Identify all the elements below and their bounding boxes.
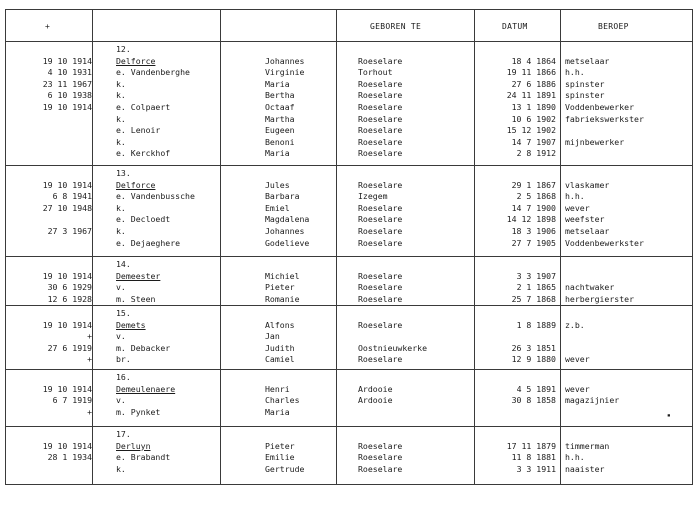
relation-surname-cell: Derluyn bbox=[116, 440, 151, 451]
first-name-cell: Barbara bbox=[265, 191, 300, 202]
birth-date-cell: 24 11 1891 bbox=[506, 90, 556, 101]
occupation-cell: Voddenbewerkster bbox=[565, 237, 644, 248]
relation-surname-cell: k. bbox=[116, 202, 126, 213]
birth-place-cell: Torhout bbox=[358, 67, 393, 78]
family-number: 13. bbox=[116, 168, 131, 178]
table-row bbox=[0, 67, 700, 79]
birth-date-cell: 2 1 1865 bbox=[516, 282, 556, 293]
death-date-cell: 4 10 1931 bbox=[47, 67, 92, 78]
relation-surname-cell: e. Vandenberghe bbox=[116, 67, 190, 78]
first-name-cell: Michiel bbox=[265, 270, 300, 281]
family-number: 14. bbox=[116, 259, 131, 269]
relation-surname-cell: m. Pynket bbox=[116, 406, 161, 417]
first-name-cell: Johannes bbox=[265, 55, 305, 66]
occupation-cell: vlaskamer bbox=[565, 179, 610, 190]
table-row bbox=[0, 226, 700, 238]
first-name-cell: Virginie bbox=[265, 67, 305, 78]
header-born-place: GEBOREN TE bbox=[370, 22, 422, 31]
relation-surname-cell: e. Colpaert bbox=[116, 101, 171, 112]
death-date-cell: + bbox=[87, 354, 92, 365]
table-row bbox=[0, 441, 700, 453]
relation-surname-cell: Demets bbox=[116, 319, 146, 330]
birth-date-cell: 13 1 1890 bbox=[511, 101, 556, 112]
birth-place-cell: Izegem bbox=[358, 191, 388, 202]
occupation-cell: timmerman bbox=[565, 440, 610, 451]
occupation-cell: z.b. bbox=[565, 319, 585, 330]
family-group bbox=[0, 372, 700, 418]
death-date-cell: 23 11 1967 bbox=[42, 78, 92, 89]
death-date-cell: 6 10 1938 bbox=[47, 90, 92, 101]
family-group bbox=[0, 44, 700, 160]
birth-place-cell: Roeselare bbox=[358, 136, 403, 147]
birth-place-cell: Roeselare bbox=[358, 125, 403, 136]
family-number-row bbox=[0, 372, 700, 384]
first-name-cell: Henri bbox=[265, 383, 290, 394]
family-number: 15. bbox=[116, 308, 131, 318]
first-name-cell: Eugeen bbox=[265, 125, 295, 136]
birth-date-cell: 2 8 1912 bbox=[516, 148, 556, 159]
death-date-cell: 19 10 1914 bbox=[42, 179, 92, 190]
occupation-cell: mijnbewerker bbox=[565, 136, 625, 147]
death-date-cell: 19 10 1914 bbox=[42, 440, 92, 451]
relation-surname-cell: v. bbox=[116, 282, 126, 293]
death-date-cell: + bbox=[87, 331, 92, 342]
occupation-cell: spinster bbox=[565, 90, 605, 101]
relation-surname-cell: e. Dejaeghere bbox=[116, 237, 181, 248]
relation-surname-cell: k. bbox=[116, 225, 126, 236]
birth-date-cell: 3 3 1911 bbox=[516, 463, 556, 474]
first-name-cell: Gertrude bbox=[265, 463, 305, 474]
table-row bbox=[0, 102, 700, 114]
birth-date-cell: 10 6 1902 bbox=[511, 113, 556, 124]
family-number-row bbox=[0, 429, 700, 441]
occupation-cell: naaister bbox=[565, 463, 605, 474]
first-name-cell: Jules bbox=[265, 179, 290, 190]
birth-place-cell: Roeselare bbox=[358, 440, 403, 451]
first-name-cell: Camiel bbox=[265, 354, 295, 365]
first-name-cell: Benoni bbox=[265, 136, 295, 147]
table-row bbox=[0, 354, 700, 366]
birth-place-cell: Ardooie bbox=[358, 395, 393, 406]
relation-surname-cell: Demeulenaere bbox=[116, 383, 176, 394]
header-occupation: BEROEP bbox=[598, 22, 629, 31]
first-name-cell: Maria bbox=[265, 148, 290, 159]
scan-speck: ▪ bbox=[667, 412, 671, 419]
birth-place-cell: Roeselare bbox=[358, 354, 403, 365]
table-row bbox=[0, 148, 700, 160]
death-date-cell: 19 10 1914 bbox=[42, 101, 92, 112]
birth-place-cell: Roeselare bbox=[358, 148, 403, 159]
first-name-cell: Magdalena bbox=[265, 214, 310, 225]
death-date-cell: 6 8 1941 bbox=[52, 191, 92, 202]
table-row bbox=[0, 56, 700, 68]
occupation-cell: h.h. bbox=[565, 452, 585, 463]
birth-place-cell: Roeselare bbox=[358, 463, 403, 474]
occupation-cell: weefster bbox=[565, 214, 605, 225]
header-divider bbox=[5, 41, 693, 42]
table-row bbox=[0, 180, 700, 192]
first-name-cell: Judith bbox=[265, 342, 295, 353]
birth-date-cell: 14 7 1900 bbox=[511, 202, 556, 213]
death-date-cell: 6 7 1919 bbox=[52, 395, 92, 406]
birth-date-cell: 15 12 1902 bbox=[506, 125, 556, 136]
table-row bbox=[0, 395, 700, 407]
first-name-cell: Pieter bbox=[265, 440, 295, 451]
table-row bbox=[0, 238, 700, 250]
birth-place-cell: Roeselare bbox=[358, 270, 403, 281]
birth-date-cell: 17 11 1879 bbox=[506, 440, 556, 451]
birth-place-cell: Roeselare bbox=[358, 237, 403, 248]
family-number-row bbox=[0, 308, 700, 320]
birth-place-cell: Roeselare bbox=[358, 214, 403, 225]
relation-surname-cell: k. bbox=[116, 463, 126, 474]
table-row bbox=[0, 464, 700, 476]
family-number-row bbox=[0, 44, 700, 56]
first-name-cell: Emilie bbox=[265, 452, 295, 463]
death-date-cell: 30 6 1929 bbox=[47, 282, 92, 293]
first-name-cell: Octaaf bbox=[265, 101, 295, 112]
table-row bbox=[0, 343, 700, 355]
first-name-cell: Martha bbox=[265, 113, 295, 124]
birth-place-cell: Roeselare bbox=[358, 452, 403, 463]
birth-date-cell: 29 1 1867 bbox=[511, 179, 556, 190]
birth-date-cell: 3 3 1907 bbox=[516, 270, 556, 281]
birth-place-cell: Roeselare bbox=[358, 90, 403, 101]
death-date-cell: 27 3 1967 bbox=[47, 225, 92, 236]
occupation-cell: metselaar bbox=[565, 55, 610, 66]
relation-surname-cell: br. bbox=[116, 354, 131, 365]
occupation-cell: wever bbox=[565, 354, 590, 365]
table-row bbox=[0, 90, 700, 102]
table-row bbox=[0, 203, 700, 215]
family-number-row bbox=[0, 259, 700, 271]
death-date-cell: 19 10 1914 bbox=[42, 55, 92, 66]
first-name-cell: Bertha bbox=[265, 90, 295, 101]
death-date-cell: 19 10 1914 bbox=[42, 319, 92, 330]
relation-surname-cell: k. bbox=[116, 90, 126, 101]
birth-place-cell: Oostnieuwkerke bbox=[358, 342, 428, 353]
birth-place-cell: Roeselare bbox=[358, 293, 403, 304]
first-name-cell: Jan bbox=[265, 331, 280, 342]
relation-surname-cell: Delforce bbox=[116, 179, 156, 190]
birth-date-cell: 18 3 1906 bbox=[511, 225, 556, 236]
death-date-cell: + bbox=[87, 406, 92, 417]
birth-date-cell: 27 7 1905 bbox=[511, 237, 556, 248]
occupation-cell: Voddenbewerker bbox=[565, 101, 635, 112]
relation-surname-cell: Demeester bbox=[116, 270, 161, 281]
first-name-cell: Emiel bbox=[265, 202, 290, 213]
death-date-cell: 19 10 1914 bbox=[42, 270, 92, 281]
birth-place-cell: Ardooie bbox=[358, 383, 393, 394]
occupation-cell: wever bbox=[565, 383, 590, 394]
table-row bbox=[0, 271, 700, 283]
table-row bbox=[0, 114, 700, 126]
birth-date-cell: 19 11 1866 bbox=[506, 67, 556, 78]
birth-place-cell: Roeselare bbox=[358, 225, 403, 236]
family-group bbox=[0, 168, 700, 249]
occupation-cell: fabriekswerkster bbox=[565, 113, 644, 124]
birth-date-cell: 14 7 1907 bbox=[511, 136, 556, 147]
family-number-row bbox=[0, 168, 700, 180]
first-name-cell: Godelieve bbox=[265, 237, 310, 248]
table-row bbox=[0, 282, 700, 294]
occupation-cell: h.h. bbox=[565, 67, 585, 78]
death-date-cell: 27 6 1919 bbox=[47, 342, 92, 353]
table-row bbox=[0, 294, 700, 306]
occupation-cell: nachtwaker bbox=[565, 282, 615, 293]
table-row bbox=[0, 407, 700, 419]
family-group bbox=[0, 429, 700, 475]
table-row bbox=[0, 214, 700, 226]
birth-date-cell: 18 4 1864 bbox=[511, 55, 556, 66]
birth-date-cell: 1 8 1889 bbox=[516, 319, 556, 330]
death-date-cell: 12 6 1928 bbox=[47, 293, 92, 304]
death-date-cell: 28 1 1934 bbox=[47, 452, 92, 463]
birth-place-cell: Roeselare bbox=[358, 55, 403, 66]
birth-place-cell: Roeselare bbox=[358, 101, 403, 112]
occupation-cell: magazijnier bbox=[565, 395, 620, 406]
death-date-cell: 19 10 1914 bbox=[42, 383, 92, 394]
first-name-cell: Charles bbox=[265, 395, 300, 406]
birth-date-cell: 14 12 1898 bbox=[506, 214, 556, 225]
relation-surname-cell: k. bbox=[116, 136, 126, 147]
relation-surname-cell: m. Debacker bbox=[116, 342, 171, 353]
relation-surname-cell: e. Vandenbussche bbox=[116, 191, 195, 202]
relation-surname-cell: e. Kerckhof bbox=[116, 148, 171, 159]
occupation-cell: wever bbox=[565, 202, 590, 213]
birth-date-cell: 26 3 1851 bbox=[511, 342, 556, 353]
first-name-cell: Alfons bbox=[265, 319, 295, 330]
group-divider bbox=[5, 256, 693, 257]
header-date: DATUM bbox=[502, 22, 528, 31]
relation-surname-cell: k. bbox=[116, 113, 126, 124]
table-row bbox=[0, 320, 700, 332]
first-name-cell: Pieter bbox=[265, 282, 295, 293]
death-date-cell: 27 10 1948 bbox=[42, 202, 92, 213]
birth-date-cell: 30 8 1858 bbox=[511, 395, 556, 406]
occupation-cell: herbergierster bbox=[565, 293, 635, 304]
birth-date-cell: 2 5 1868 bbox=[516, 191, 556, 202]
family-number: 17. bbox=[116, 429, 131, 439]
birth-date-cell: 27 6 1886 bbox=[511, 78, 556, 89]
family-group bbox=[0, 259, 700, 305]
birth-place-cell: Roeselare bbox=[358, 319, 403, 330]
occupation-cell: h.h. bbox=[565, 191, 585, 202]
table-row bbox=[0, 191, 700, 203]
table-row bbox=[0, 331, 700, 343]
birth-place-cell: Roeselare bbox=[358, 282, 403, 293]
family-number: 16. bbox=[116, 372, 131, 382]
family-number: 12. bbox=[116, 44, 131, 54]
first-name-cell: Maria bbox=[265, 406, 290, 417]
relation-surname-cell: k. bbox=[116, 78, 126, 89]
birth-date-cell: 4 5 1891 bbox=[516, 383, 556, 394]
birth-place-cell: Roeselare bbox=[358, 202, 403, 213]
first-name-cell: Romanie bbox=[265, 293, 300, 304]
occupation-cell: spinster bbox=[565, 78, 605, 89]
birth-date-cell: 11 8 1881 bbox=[511, 452, 556, 463]
first-name-cell: Maria bbox=[265, 78, 290, 89]
first-name-cell: Johannes bbox=[265, 225, 305, 236]
relation-surname-cell: e. Lenoir bbox=[116, 125, 161, 136]
table-row bbox=[0, 452, 700, 464]
group-divider bbox=[5, 369, 693, 370]
family-group bbox=[0, 308, 700, 366]
relation-surname-cell: v. bbox=[116, 331, 126, 342]
birth-place-cell: Roeselare bbox=[358, 78, 403, 89]
table-row bbox=[0, 384, 700, 396]
relation-surname-cell: e. Brabandt bbox=[116, 452, 171, 463]
group-divider bbox=[5, 165, 693, 166]
table-row bbox=[0, 79, 700, 91]
header-died: + bbox=[45, 22, 51, 31]
relation-surname-cell: v. bbox=[116, 395, 126, 406]
relation-surname-cell: Delforce bbox=[116, 55, 156, 66]
birth-date-cell: 25 7 1868 bbox=[511, 293, 556, 304]
relation-surname-cell: m. Steen bbox=[116, 293, 156, 304]
group-divider bbox=[5, 426, 693, 427]
table-row bbox=[0, 125, 700, 137]
birth-place-cell: Roeselare bbox=[358, 179, 403, 190]
occupation-cell: metselaar bbox=[565, 225, 610, 236]
table-row bbox=[0, 137, 700, 149]
birth-place-cell: Roeselare bbox=[358, 113, 403, 124]
relation-surname-cell: e. Decloedt bbox=[116, 214, 171, 225]
birth-date-cell: 12 9 1880 bbox=[511, 354, 556, 365]
